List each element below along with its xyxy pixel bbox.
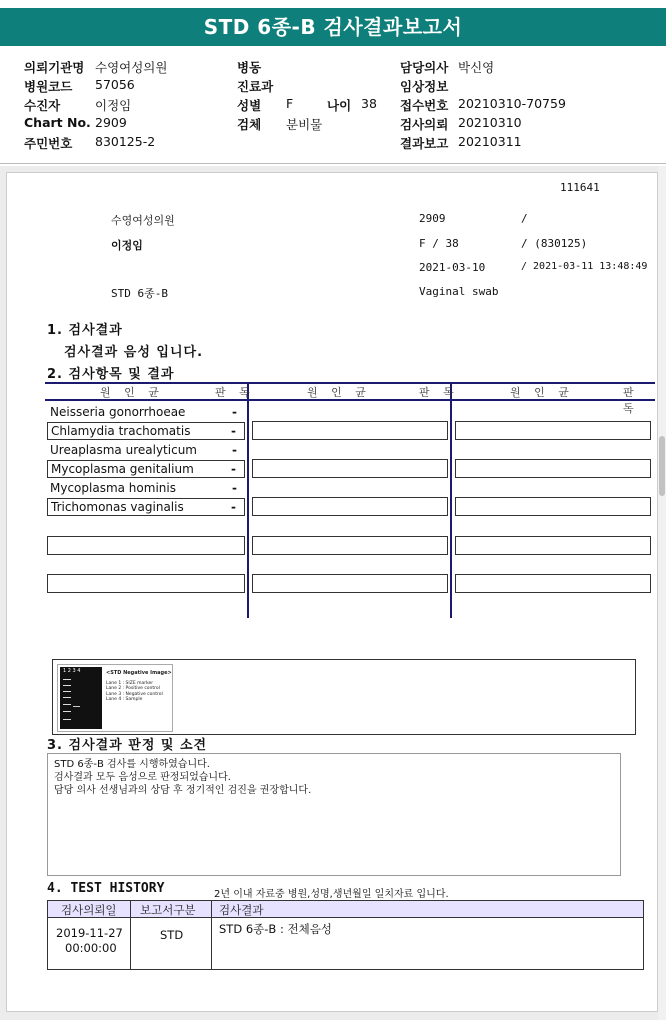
scrollbar-track[interactable] [658,166,666,1020]
doc-sex-age: F / 38 [419,237,459,250]
request-date-value: 20210310 [458,115,522,130]
report-title: STD 6종-B 검사결과보고서 [0,8,666,46]
col-result-header: 판 독 [215,386,255,399]
section1-title: 1. 검사결과 [47,323,123,338]
col-organism-header: 원 인 균 [100,386,164,399]
result-table [45,382,655,618]
empty-result-box [252,574,448,593]
organism-row [47,422,245,440]
col-organism-header: 원 인 균 [510,386,574,399]
age-label: 나이 [327,98,352,113]
organism-result: - [232,481,237,495]
doc-patient-name: 이정임 [111,239,143,252]
request-date-label: 검사의뢰 [400,117,449,132]
section1-text: 검사결과 음성 입니다. [64,345,204,360]
gel-electrophoresis-image [57,664,173,732]
gel-lane-label: Lane 1 : SIZE marker [106,680,154,686]
hospital-code-value: 57056 [95,77,135,92]
gel-image-box [52,659,636,735]
doc-clinic: 수영여성의원 [111,214,175,227]
chart-label: Chart No. [24,115,91,130]
history-result: STD 6종-B : 전체음성 [219,922,332,936]
organism-name: Trichomonas vaginalis [51,500,184,514]
col-result-header: 판 독 [623,386,639,415]
specimen-label: 검체 [237,117,262,132]
doc-received: 2021-03-10 [419,261,486,274]
patient-info-panel [0,52,666,164]
organism-name: Neisseria gonorrhoeae [50,405,186,419]
gel-lane-label: Lane 4 : Sample [106,697,143,702]
report-date-value: 20210311 [458,134,522,149]
patient-value: 이정임 [95,98,132,113]
age-value: 38 [361,96,377,111]
section4-title: 4. TEST HISTORY [47,881,165,896]
organism-name: Mycoplasma hominis [50,481,176,495]
reception-no-value: 20210310-70759 [458,96,566,111]
clinical-label: 임상정보 [400,79,449,94]
institution-label: 의뢰기관명 [24,60,85,75]
empty-result-box [252,497,448,516]
section3-title: 3. 검사결과 판정 및 소견 [47,738,208,753]
document-number: 111641 [560,181,600,194]
history-header-result: 검사결과 [219,903,264,917]
hospital-code-label: 병원코드 [24,79,73,94]
history-header-date: 검사의뢰일 [61,903,117,917]
opinion-line: STD 6종-B 검사를 시행하였습니다. [54,759,210,770]
organism-result: - [231,462,236,476]
section2-title: 2. 검사항목 및 결과 [47,367,175,382]
organism-row [47,404,245,422]
col-organism-header: 원 인 균 [307,386,371,399]
organism-row [47,498,245,516]
doctor-label: 담당의사 [400,60,449,75]
history-time: 00:00:00 [65,941,117,955]
chart-value: 2909 [95,115,127,130]
organism-name: Ureaplasma urealyticum [50,443,197,457]
empty-result-box [252,459,448,478]
organism-result: - [232,405,237,419]
doc-test-name: STD 6종-B [111,287,168,300]
organism-name: Mycoplasma genitalium [51,462,194,476]
id-label: 주민번호 [24,136,73,151]
doc-reported: / 2021-03-11 13:48:49 [521,261,648,272]
sex-label: 성별 [237,98,262,113]
opinion-line: 검사결과 모두 음성으로 판정되었습니다. [54,772,231,783]
reception-no-label: 접수번호 [400,98,449,113]
id-value: 830125-2 [95,134,156,149]
history-table [47,900,644,970]
ward-label: 병동 [237,60,262,75]
empty-result-box [252,536,448,555]
opinion-box [47,753,621,876]
col-result-header: 판 독 [419,386,459,399]
sex-value: F [286,96,294,111]
doc-slash: / [521,212,528,225]
empty-result-box [47,536,245,555]
doctor-value: 박신영 [458,60,495,75]
opinion-line: 담당 의사 선생님과의 상담 후 정기적인 검진을 권장합니다. [54,785,312,796]
specimen-value: 분비물 [286,117,323,132]
doc-specimen: Vaginal swab [419,285,499,298]
patient-label: 수진자 [24,98,61,113]
empty-result-box [455,421,651,440]
doc-chart: 2909 [419,212,446,225]
empty-result-box [252,421,448,440]
report-date-label: 결과보고 [400,136,449,151]
history-type: STD [160,928,184,942]
empty-result-box [455,459,651,478]
report-document [6,172,658,1012]
empty-result-box [455,574,651,593]
history-date: 2019-11-27 [56,926,123,940]
organism-row [47,442,245,460]
dept-label: 진료과 [237,79,274,94]
organism-result: - [232,443,237,457]
organism-name: Chlamydia trachomatis [51,424,191,438]
gel-lane-label: Lane 3 : Negative control [106,691,163,697]
empty-result-box [455,497,651,516]
gel-legend [106,671,172,703]
section4-note: 2년 이내 자료중 병원,성명,생년월일 일치자료 입니다. [214,889,449,900]
history-header-type: 보고서구분 [140,903,196,917]
gel-lane-label: Lane 2 : Positive control [106,686,160,691]
organism-result: - [231,500,236,514]
gel-title: <STD Negative Image> [106,670,172,676]
institution-value: 수영여성의원 [95,60,168,75]
organism-result: - [231,424,236,438]
empty-result-box [455,536,651,555]
organism-row [47,460,245,478]
empty-result-box [47,574,245,593]
gel-lanes [60,667,102,729]
gel-lane-numbers: 1 2 3 4 [63,668,81,674]
doc-birth: / (830125) [521,237,588,250]
organism-row [47,480,245,498]
scrollbar-thumb[interactable] [659,436,665,496]
